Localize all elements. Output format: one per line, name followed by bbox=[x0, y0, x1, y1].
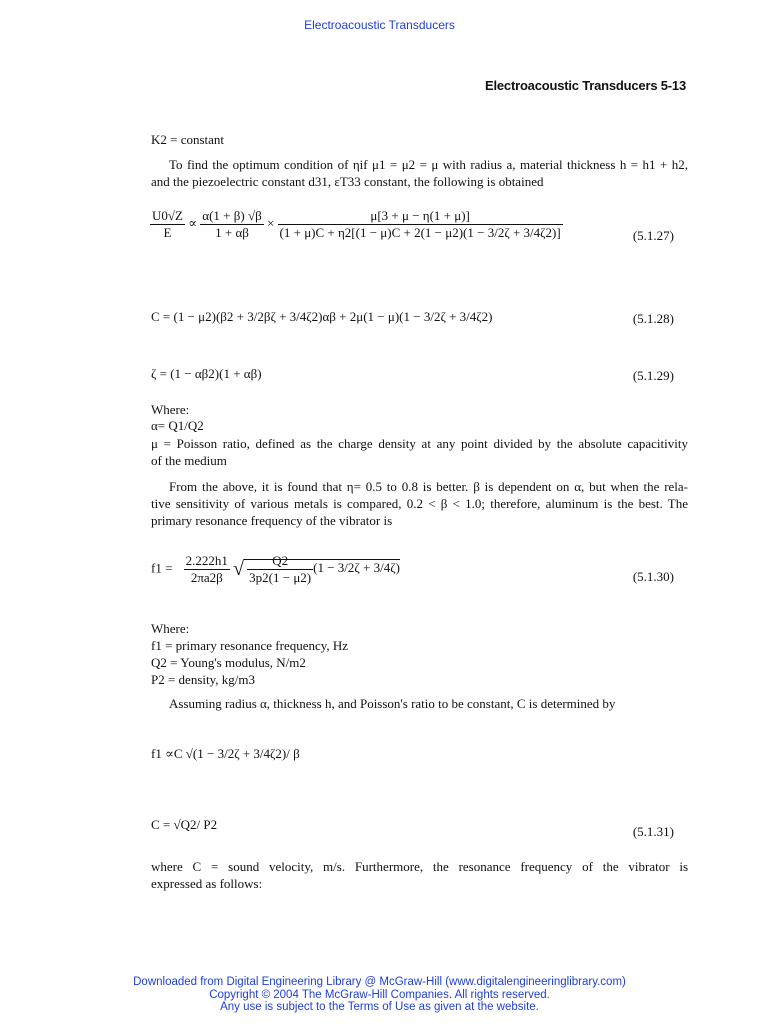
where-c-line2: expressed as follows: bbox=[151, 876, 263, 891]
eq-number-5-1-28: (5.1.28) bbox=[632, 311, 674, 326]
footer-download-link[interactable]: Downloaded from Digital Engineering Library @ McGraw-Hill (www.digitalengineeringlibrary.com) bbox=[133, 976, 626, 988]
equation-5-1-31: C = √Q2/ P2 bbox=[151, 817, 218, 832]
eq30-fraction: $\frac{2.222h1}{2\pi a2\beta}$ bbox=[185, 553, 228, 585]
alpha-definition: α= Q1/Q2 bbox=[151, 418, 204, 433]
eq27-lhs: $\frac{U0√Z}{E}$ bbox=[152, 208, 183, 240]
eq-number-5-1-27: (5.1.27) bbox=[632, 228, 674, 243]
para2-line3: primary resonance frequency of the vibrator is bbox=[151, 513, 393, 528]
times-symbol: × bbox=[266, 215, 275, 231]
mu-definition-line2: of the medium bbox=[151, 453, 227, 468]
assuming-paragraph: Assuming radius α, thickness h, and Poisson's ratio to be constant, C is determined by bbox=[169, 696, 616, 711]
equation-f1-proportional: f1 ∝C √(1 − 3/2ζ + 3/4ζ2)/ β bbox=[151, 746, 300, 761]
p2-definition: P2 = density, kg/m3 bbox=[151, 672, 255, 687]
sqrt-symbol: √ bbox=[233, 558, 245, 580]
equation-5-1-28: C = (1 − μ2)(β2 + 3/2βζ + 3/4ζ2)αβ + 2μ(1 − μ)(1 − 3/2ζ + 3/4ζ2) bbox=[151, 309, 493, 324]
eq27-rhs: $\frac{\mu[3 + \mu - \eta(1 + \mu)]}{(1 + \mu)C + \eta 2[(1 - \mu)C + 2(1 - \mu 2)(1 - 3/2\zeta + 3/4\zeta 2)]}$ bbox=[279, 208, 561, 240]
f1-definition: f1 = primary resonance frequency, Hz bbox=[151, 638, 349, 653]
equation-5-1-29: ζ = (1 − αβ2)(1 + αβ) bbox=[151, 366, 262, 381]
eq-number-5-1-29: (5.1.29) bbox=[632, 368, 674, 383]
mu-definition-line1: μ = Poisson ratio, defined as the charge density at any point divided by the absolute capacitivity bbox=[151, 436, 688, 451]
para1-line2: and the piezoelectric constant d31, εT33 constant, the following is obtained bbox=[151, 174, 544, 189]
equation-5-1-30: f1 = $\frac{2.222h1}{2\pi a2\beta}$ √ $\frac{Q2}{3p2(1 - \mu 2)}$ (1 − 3/2ζ + 3/4ζ) bbox=[151, 553, 400, 585]
q2-definition: Q2 = Young's modulus, N/m2 bbox=[151, 655, 306, 670]
para2-line1: From the above, it is found that η= 0.5 to 0.8 is better. β is dependent on α, but when the rela- bbox=[169, 479, 688, 494]
eq27-mid: $\frac{\alpha(1 + \beta) √\beta}{1 + \alpha\beta}$ bbox=[202, 208, 262, 240]
footer-copyright: Copyright © 2004 The McGraw-Hill Companies. All rights reserved. bbox=[209, 989, 550, 1001]
eq-number-5-1-30: (5.1.30) bbox=[632, 569, 674, 584]
running-head: Electroacoustic Transducers 5-13 bbox=[485, 78, 686, 93]
eq-number-5-1-31: (5.1.31) bbox=[632, 824, 674, 839]
footer-terms-link[interactable]: Any use is subject to the Terms of Use as given at the website. bbox=[220, 1001, 539, 1013]
para2-line2: tive sensitivity of various metals is compared, 0.2 < β < 1.0; therefore, aluminum is the best. The bbox=[151, 496, 688, 511]
where-c-line1: where C = sound velocity, m/s. Furthermore, the resonance frequency of the vibrator is bbox=[151, 859, 688, 874]
top-banner-link[interactable]: Electroacoustic Transducers bbox=[304, 18, 455, 32]
where-label-1: Where: bbox=[151, 402, 190, 417]
k2-line: K2 = constant bbox=[151, 132, 225, 147]
para1-line1: To find the optimum condition of ηif μ1 = μ2 = μ with radius a, material thickness h = h1 + h2, bbox=[169, 157, 688, 172]
where-label-2: Where: bbox=[151, 621, 190, 636]
eq30-radicand: $\frac{Q2}{3p2(1 - \mu 2)}$ (1 − 3/2ζ + 3/4ζ) bbox=[244, 559, 400, 575]
equation-5-1-27 bbox=[150, 208, 563, 241]
proportional-symbol: ∝ bbox=[188, 215, 198, 231]
